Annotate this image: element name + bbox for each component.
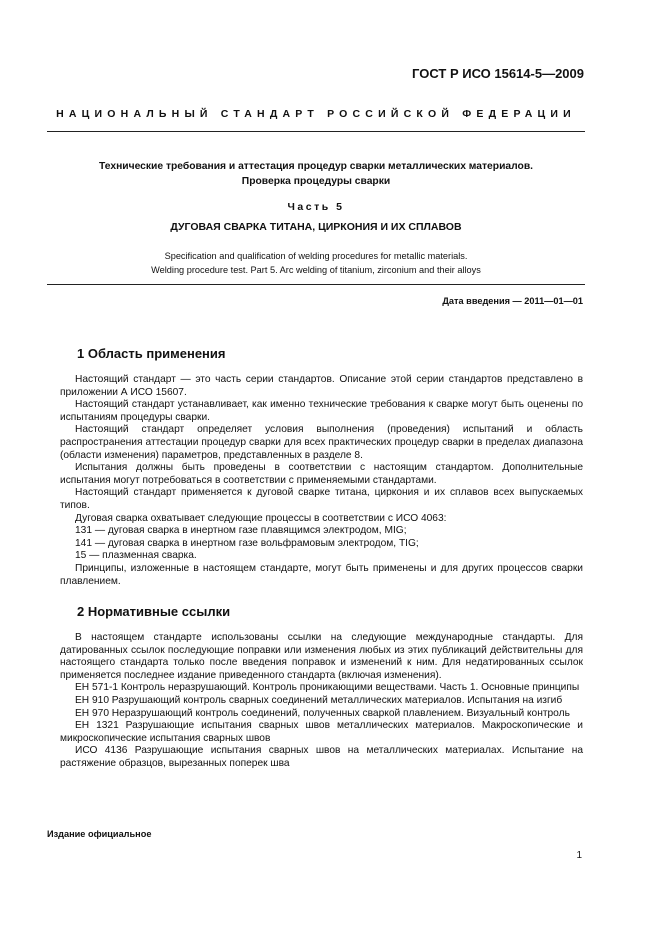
section-2-body xyxy=(60,632,583,771)
list-item: 15 — плазменная сварка. xyxy=(75,550,197,562)
section-1-heading: 1 Область применения xyxy=(77,346,226,361)
document-title-ru-line2: Проверка процедуры сварки xyxy=(241,176,391,187)
reference-item: ЕН 970 Неразрушающий контроль соединений, полученных сваркой плавлением. Визуальный контроль xyxy=(75,707,570,719)
document-title-ru-line1: Технические требования и аттестация процедур сварки металлических материалов. xyxy=(98,161,534,172)
document-code: ГОСТ Р ИСО 15614-5—2009 xyxy=(412,66,584,81)
section-1-body xyxy=(60,374,583,588)
reference-item: ЕН 910 Разрушающий контроль сварных соединений металлических материалов. Испытания на изгиб xyxy=(75,694,563,706)
paragraph: Настоящий стандарт определяет условия выполнения (проведения) испытаний и область распространения аттестации процедур сварки для всех практических процедур сварки в пределах диапазона (области изменения) параметров, представленных в разделе 8. xyxy=(60,424,583,461)
paragraph: Настоящий стандарт применяется к дуговой сварке титана, циркония и их сплавов всех выпускаемых типов. xyxy=(60,487,583,511)
paragraph: Принципы, изложенные в настоящем стандарте, могут быть применены и для других процессов сварки плавлением. xyxy=(60,562,583,587)
reference-item: ЕН 571-1 Контроль неразрушающий. Контроль проникающими веществами. Часть 1. Основные принципы xyxy=(75,682,580,694)
paragraph: Испытания должны быть проведены в соответствии с настоящим стандартом. Дополнительные испытания могут потребоваться в соответствии с применяемыми стандартами. xyxy=(60,462,583,486)
document-title-en-line2: Welding procedure test. Part 5. Arc welding of titanium, zirconium and their alloys xyxy=(151,265,481,275)
official-edition-label: Издание официальное xyxy=(47,829,152,839)
section-2-heading: 2 Нормативные ссылки xyxy=(77,604,231,619)
reference-item: ЕН 1321 Разрушающие испытания сварных швов металлических материалов. Макроскопические и микроскопические испытания сварных швов xyxy=(60,720,583,744)
page-number: 1 xyxy=(576,850,582,861)
introduction-date: Дата введения — 2011—01—01 xyxy=(442,296,583,306)
paragraph: Настоящий стандарт устанавливает, как именно технические требования к сварке могут быть оценены по испытаниям процедуры сварки. xyxy=(60,399,583,423)
reference-item: ИСО 4136 Разрушающие испытания сварных швов на металлических материалах. Испытание на растяжение образцов, вырезанных поперек шва xyxy=(60,745,583,769)
top-divider xyxy=(47,131,585,132)
paragraph: Дуговая сварка охватывает следующие процессы в соответствии с ИСО 4063: xyxy=(75,512,447,524)
list-item: 131 — дуговая сварка в инертном газе плавящимся электродом, MIG; xyxy=(75,525,407,537)
paragraph: В настоящем стандарте использованы ссылки на следующие международные стандарты. Для датированных ссылок последующие поправки или изменения любых из этих публикаций действительны для настоящего стандарта только после введения поправок и изменений к ним. Для недатированных ссылок применяется последнее издание приведенного стандарта (включая изменения). xyxy=(60,632,583,681)
part-number: Часть 5 xyxy=(287,201,345,213)
title-divider xyxy=(47,284,585,285)
part-title: ДУГОВАЯ СВАРКА ТИТАНА, ЦИРКОНИЯ И ИХ СПЛАВОВ xyxy=(170,221,462,233)
document-title-en-line1: Specification and qualification of welding procedures for metallic materials. xyxy=(164,251,468,261)
standard-title: НАЦИОНАЛЬНЫЙ СТАНДАРТ РОССИЙСКОЙ ФЕДЕРАЦИИ xyxy=(56,108,576,120)
list-item: 141 — дуговая сварка в инертном газе вольфрамовым электродом, TIG; xyxy=(75,537,419,549)
paragraph: Настоящий стандарт — это часть серии стандартов. Описание этой серии стандартов представлено в приложении А ИСО 15607. xyxy=(60,374,583,398)
